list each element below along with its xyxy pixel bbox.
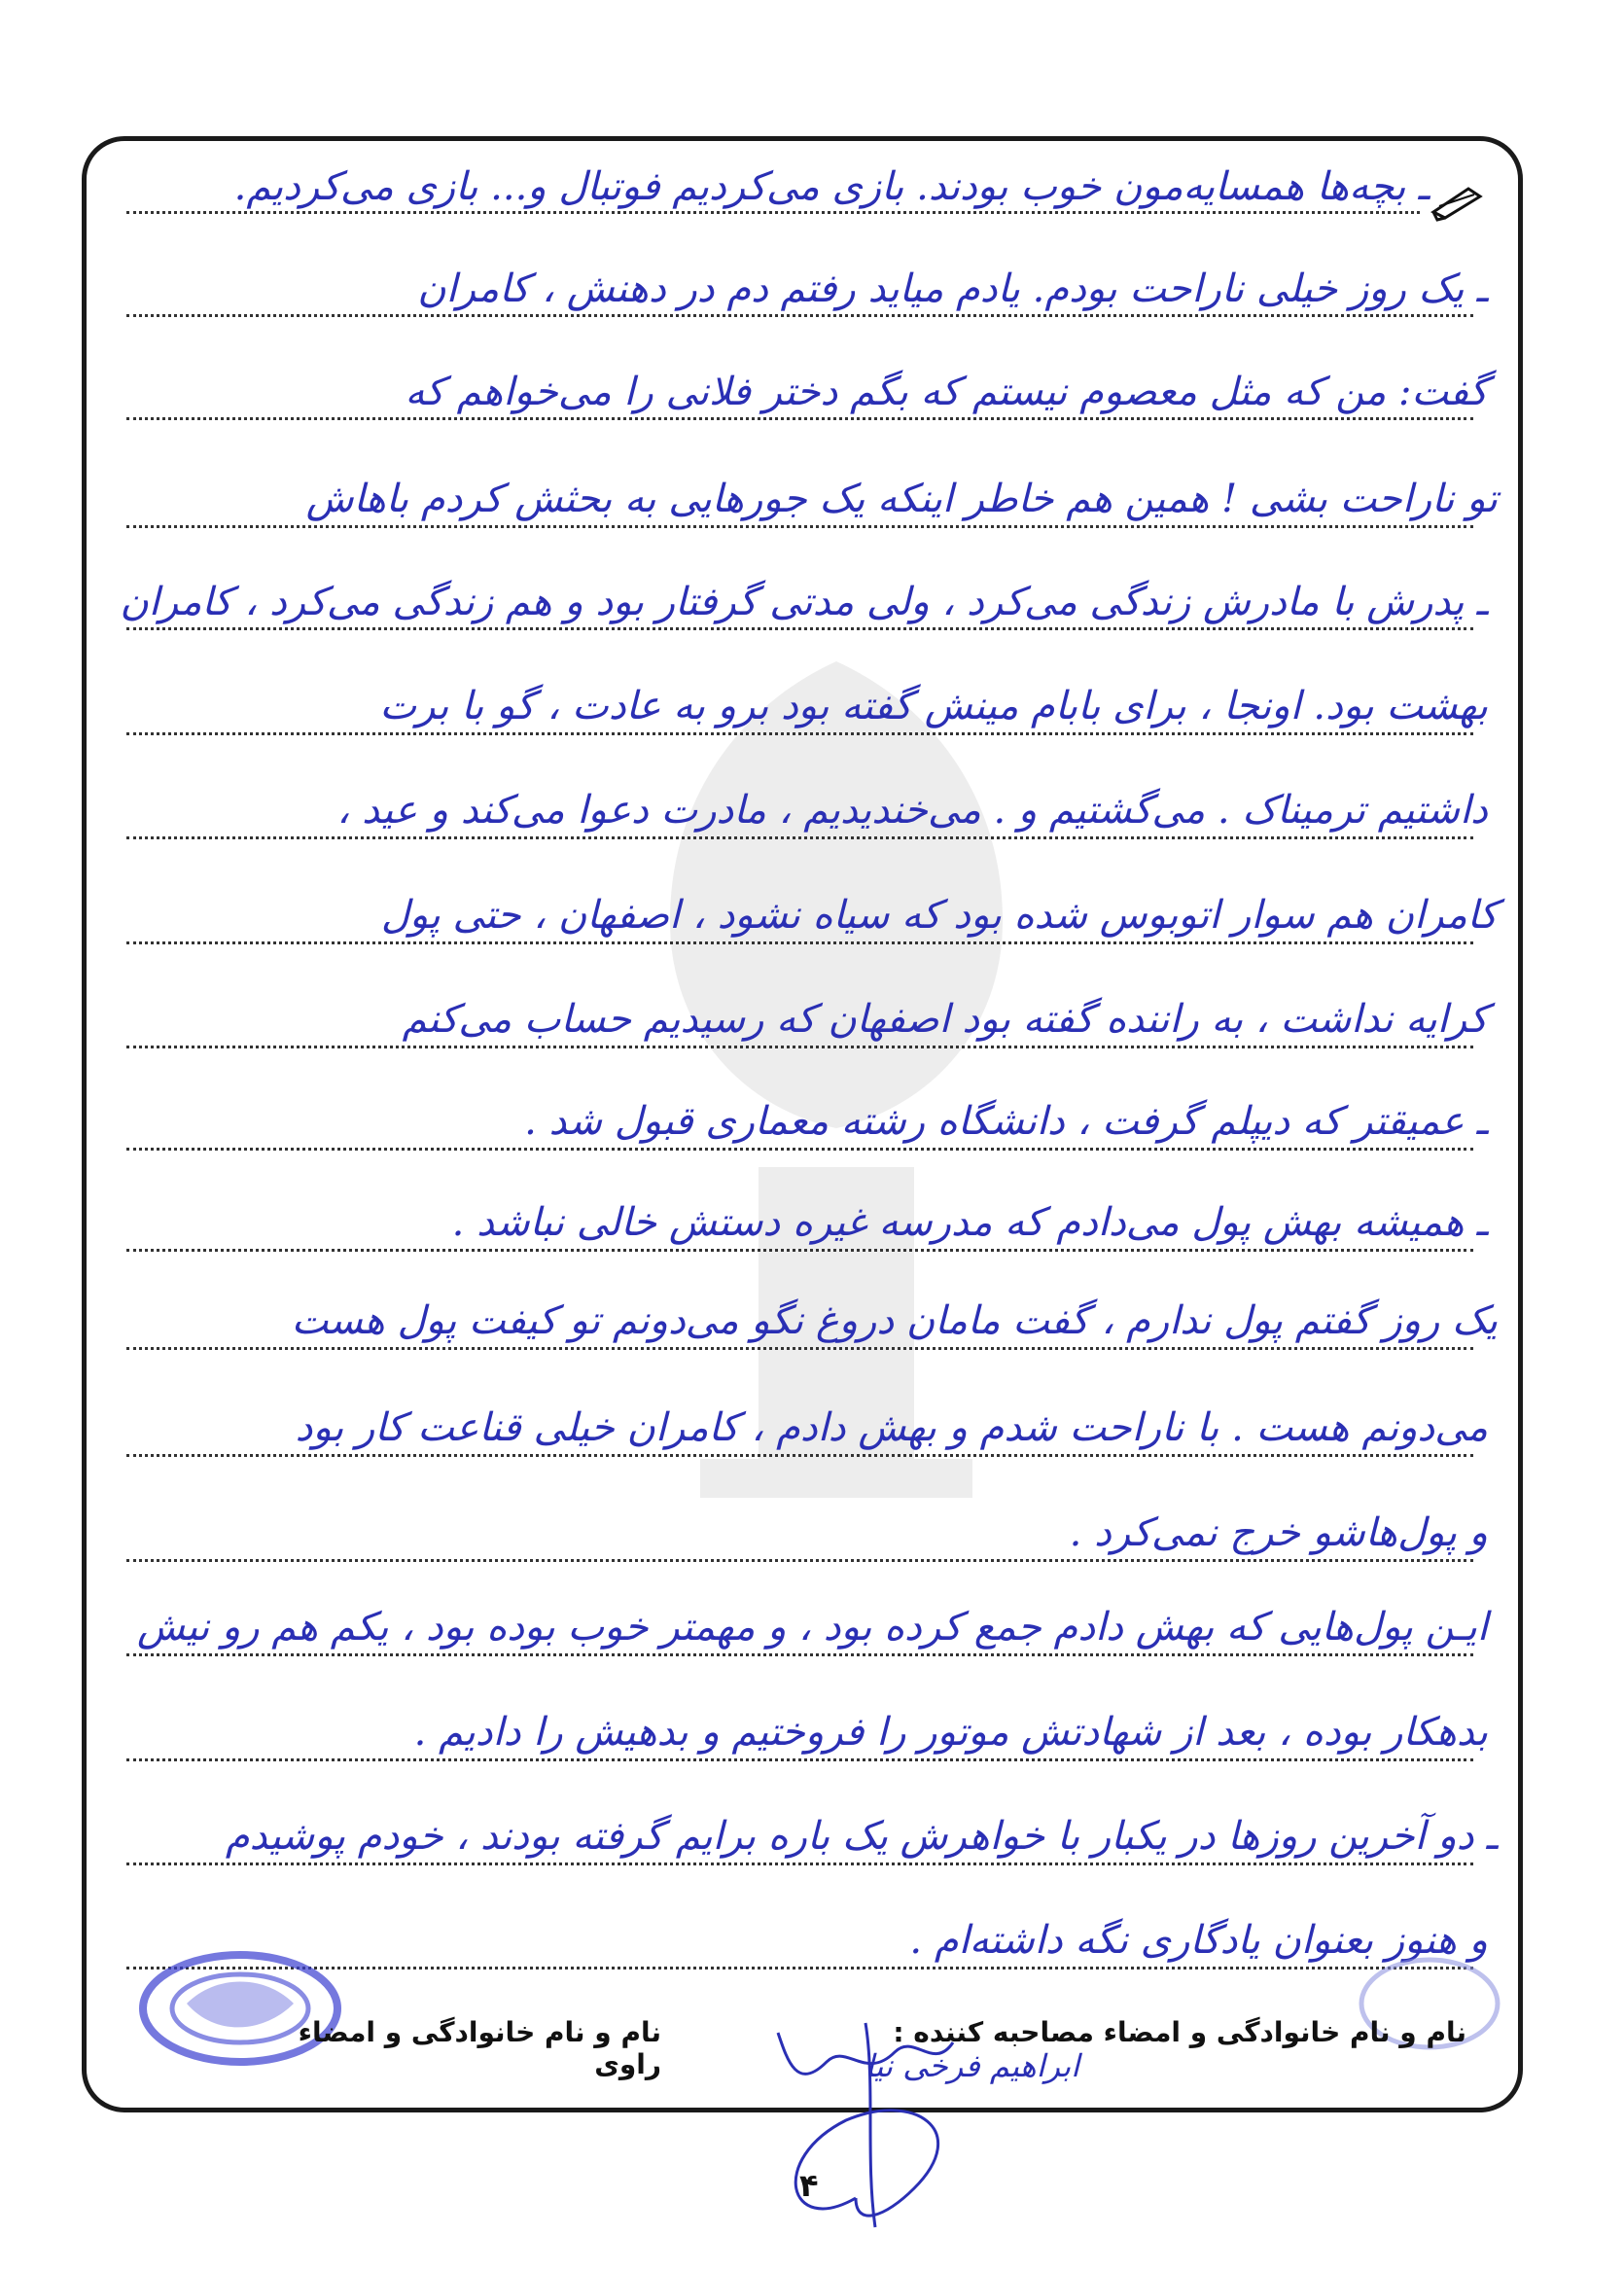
handwriting-line-11: ـ همیشه بهش پول می‌دادم که مدرسه غیره دستش خالی نباشد . (451, 1200, 1488, 1245)
narrator-label: نام و نام خانوادگی و امضاء راوی (298, 2016, 661, 2080)
ruled-line (126, 1347, 1473, 1350)
handwriting-line-10: ـ عمیقتر که دیپلم گرفت ، دانشگاه رشته معماری قبول شد . (524, 1099, 1488, 1144)
handwriting-line-1: ـ بچه‌ها همسایه‌مون خوب بودند. بازی می‌کردیم فوتبال و... بازی می‌کردیم. (233, 164, 1430, 209)
ruled-line (126, 732, 1473, 735)
handwriting-line-17: ـ دو آخرین روزها در یکبار با خواهرش یک باره برایم گرفته بودند ، خودم پوشیدم (225, 1814, 1498, 1859)
handwriting-line-4: تو ناراحت بشی ! همین هم خاطر اینکه یک جورهایی به بحثش کردم باهاش (305, 477, 1498, 521)
signature (622, 2004, 1147, 2247)
ruled-line (126, 1046, 1473, 1048)
ruled-line (126, 1863, 1473, 1865)
handwriting-line-5: ـ پدرش با مادرش زندگی می‌کرد ، ولی مدتی گرفتار بود و هم زندگی می‌کرد ، کامران (120, 580, 1488, 624)
ruled-line (126, 525, 1473, 528)
handwriting-line-18: و هنوز بعنوان یادگاری نگه داشته‌ام . (909, 1918, 1488, 1963)
handwriting-line-13: می‌دونم هست . با ناراحت شدم و بهش دادم ، کامران خیلی قناعت کار بود (295, 1405, 1488, 1450)
ruled-line (126, 1454, 1473, 1457)
handwriting-line-6: بهشت بود. اونجا ، برای بابام مینش گفته بود برو به عادت ، گو با برت (379, 684, 1488, 728)
signature-name: ابراهیم فرخی نیا (865, 2047, 1079, 2084)
handwriting-line-2: ـ یک روز خیلی ناراحت بودم. یادم میاید رفتم دم در دهنش ، کامران (417, 266, 1488, 311)
ruled-line (126, 1249, 1473, 1252)
ruled-line (126, 1559, 1473, 1562)
ruled-line (126, 1758, 1473, 1761)
interviewer-label: نام و نام خانوادگی و امضاء مصاحبه کننده : (893, 2016, 1466, 2048)
handwriting-line-12: یک روز گفتم پول ندارم ، گفت مامان دروغ نگو می‌دونم تو کیفت پول هست (291, 1298, 1498, 1343)
ruled-line (126, 836, 1473, 839)
ruled-line (126, 941, 1473, 944)
handwriting-line-9: کرایه نداشت ، به راننده گفته بود اصفهان که رسیدیم حساب می‌کنم (402, 997, 1488, 1042)
handwriting-line-14: و پول‌هاشو خرج نمی‌کرد . (1069, 1510, 1488, 1555)
ruled-line (126, 1148, 1473, 1151)
ruled-line (126, 1653, 1473, 1656)
handwriting-line-8: کامران هم سوار اتوبوس شده بود که سیاه نشود ، اصفهان ، حتی پول (380, 893, 1498, 938)
handwriting-line-16: بدهکار بوده ، بعد از شهادتش موتور را فروختیم و بدهیش را دادیم . (413, 1710, 1488, 1755)
page-number: ۴ (799, 2167, 819, 2204)
handwriting-line-7: داشتیم ترمیناک . می‌گشتیم و . می‌خندیدیم ، مادرت دعوا می‌کند و عید ، (336, 788, 1488, 833)
handwriting-line-3: گفت: من که مثل معصوم نیستم که بگم دختر فلانی را می‌خواهم که (405, 370, 1488, 414)
handwriting-line-15: ایـن پول‌هایی که بهش دادم جمع کرده بود ، و مهمتر خوب بوده بود ، یکم هم رو نیش (137, 1605, 1488, 1650)
pen-icon (1430, 183, 1486, 222)
